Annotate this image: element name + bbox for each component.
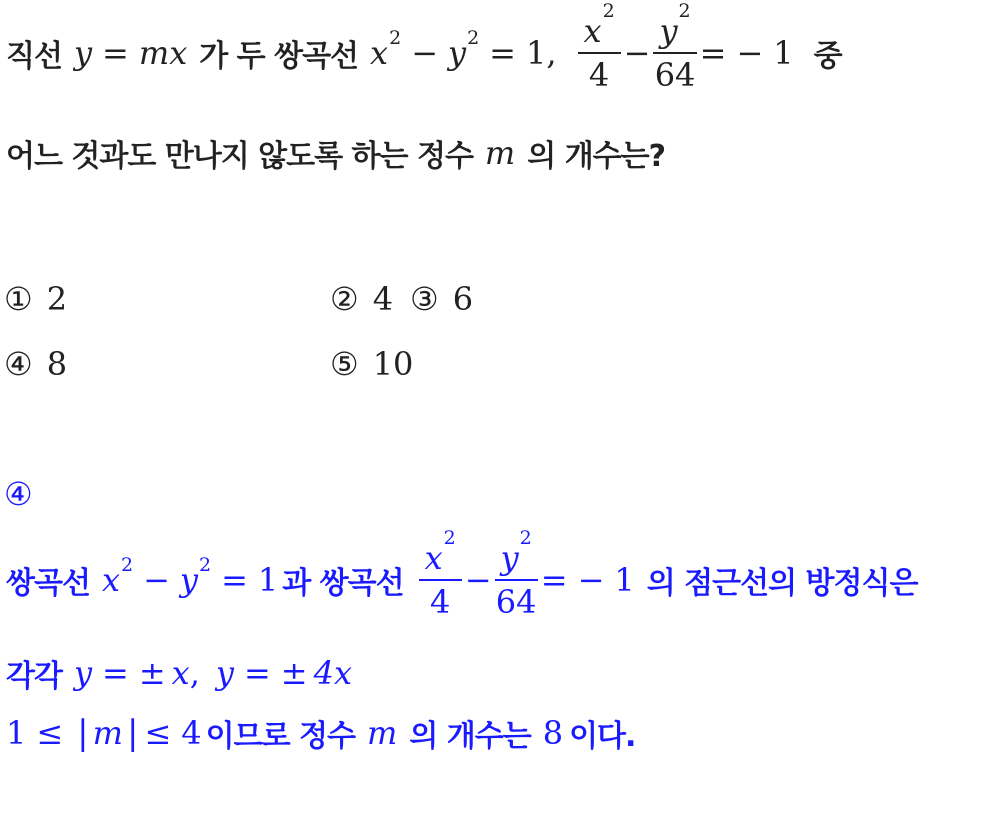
math-op: = (102, 34, 129, 72)
math-comma: , (546, 34, 557, 72)
question-line-2 (6, 128, 665, 178)
explanation-line-2 (6, 648, 352, 698)
choice-value: 4 (372, 280, 394, 318)
math-exponent: 2 (519, 527, 532, 549)
math-op: − (143, 561, 170, 599)
fraction (419, 527, 462, 621)
math-op: = (489, 34, 516, 72)
explanation-text: 쌍곡선 (6, 566, 90, 601)
question-text: 의 개수는? (527, 139, 666, 174)
math-number: 1 (773, 34, 794, 72)
question-text: 중 (813, 39, 842, 74)
choice-number: ④ (4, 345, 33, 383)
math-exponent: 2 (443, 527, 456, 549)
math-op: = (540, 561, 568, 599)
answer-number: ④ (4, 475, 33, 513)
choice-value: 10 (372, 345, 414, 383)
math-op: ± (138, 654, 166, 692)
math-var: y (659, 12, 678, 50)
math-number: 64 (654, 56, 696, 94)
choice-2[interactable] (330, 280, 393, 318)
choice-3[interactable] (410, 280, 473, 318)
math-var: x (171, 654, 190, 692)
math-op: = (221, 561, 248, 599)
fraction (495, 527, 538, 621)
math-op: − (411, 34, 438, 72)
explanation-line-3 (6, 708, 635, 758)
question-text: 가 두 쌍곡선 (199, 39, 359, 74)
math-exponent: 2 (678, 0, 691, 22)
explanation-text: 의 개수는 (409, 719, 531, 754)
math-op: ≤ (36, 714, 64, 752)
math-exponent: 2 (389, 27, 402, 49)
math-comma: , (189, 654, 200, 692)
math-var: m (484, 134, 516, 172)
abs-bar: | (77, 713, 89, 753)
math-number: 1 (614, 561, 635, 599)
choice-value: 8 (46, 345, 68, 383)
math-op: ≤ (144, 714, 172, 752)
explanation-text: 의 점근선의 방정식은 (646, 566, 918, 601)
math-var: y (179, 561, 198, 599)
explanation-text: 각각 (6, 659, 62, 694)
choice-number: ② (330, 280, 359, 318)
math-exponent: 2 (602, 0, 615, 22)
math-number: 1 (6, 714, 27, 752)
math-op: ± (280, 654, 308, 692)
math-var: x (583, 12, 602, 50)
math-var: m (366, 714, 398, 752)
math-op: = (102, 654, 129, 692)
math-number: 64 (495, 583, 537, 621)
math-var: mx (138, 34, 188, 72)
choice-value: 2 (46, 280, 68, 318)
math-exponent: 2 (121, 554, 134, 576)
math-expr: 4x (313, 654, 352, 692)
math-var: y (73, 34, 93, 72)
math-var: y (448, 34, 467, 72)
choice-number: ③ (410, 280, 439, 318)
math-var: y (73, 654, 93, 692)
math-number: 1 (525, 34, 547, 72)
math-op: = (243, 654, 271, 692)
choice-5[interactable] (330, 345, 413, 383)
choice-number: ⑤ (330, 345, 359, 383)
explanation-text: 과 쌍곡선 (282, 566, 404, 601)
math-number: 4 (588, 56, 610, 94)
math-op: − (577, 561, 605, 599)
math-op: − (623, 34, 651, 72)
choice-number: ① (4, 280, 33, 318)
math-number: 4 (181, 714, 202, 752)
abs-bar: | (126, 713, 139, 753)
fraction (653, 0, 696, 94)
math-var: y (500, 539, 519, 577)
math-number: 8 (542, 714, 564, 752)
math-number: 4 (430, 583, 451, 621)
explanation-text: 이므로 정수 (205, 719, 355, 754)
explanation-line-1 (6, 527, 918, 625)
math-var: y (215, 654, 234, 692)
question-line-1 (6, 0, 842, 98)
math-number: 1 (257, 561, 279, 599)
math-op: − (464, 561, 492, 599)
math-exponent: 2 (467, 27, 480, 49)
question-text: 직선 (6, 39, 62, 74)
math-var: x (424, 539, 443, 577)
question-text: 어느 것과도 만나지 않도록 하는 정수 (6, 139, 473, 174)
math-op: − (736, 34, 764, 72)
choice-1[interactable] (4, 280, 67, 318)
math-var: x (101, 561, 120, 599)
choice-4[interactable] (4, 345, 67, 383)
math-var: x (370, 34, 389, 72)
explanation-text: 이다. (569, 719, 636, 754)
math-var: m (92, 714, 123, 752)
choice-value: 6 (452, 280, 474, 318)
math-exponent: 2 (198, 554, 212, 576)
answer-mark (4, 475, 47, 513)
fraction (578, 0, 621, 94)
math-op: = (699, 34, 727, 72)
